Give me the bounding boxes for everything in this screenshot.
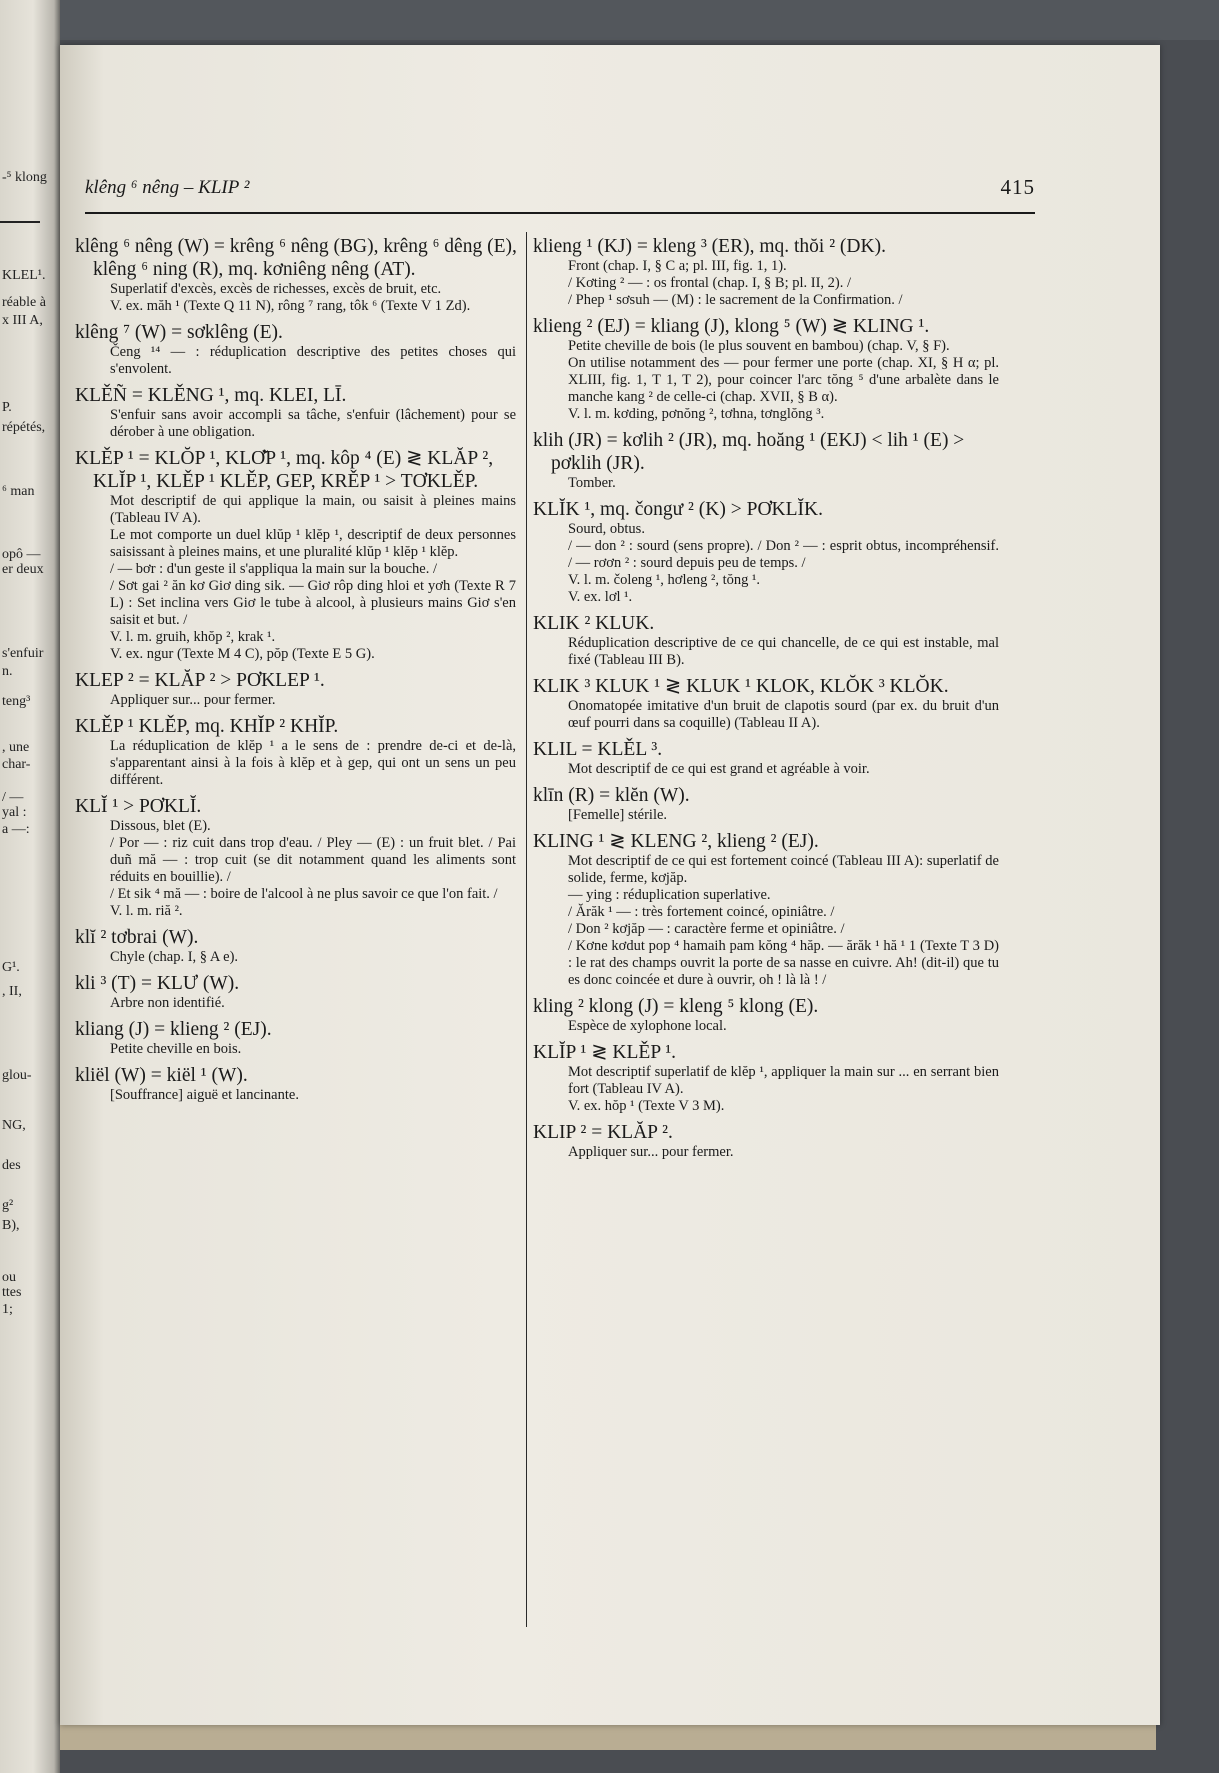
entry-headword: klêng ⁷ (W) = sơklêng (E). bbox=[75, 322, 283, 343]
left-page-fragment: des bbox=[2, 1158, 21, 1173]
left-page-fragment: 1; bbox=[2, 1302, 13, 1317]
entry-definition: Appliquer sur... pour fermer. bbox=[110, 692, 276, 708]
dictionary-entry bbox=[533, 830, 1003, 989]
left-page-fragment: teng³ bbox=[2, 694, 31, 709]
left-page-fragment: opô — bbox=[2, 547, 41, 562]
entry-headword: KLĚP ¹ = KLŎP ¹, KLƠ̆P ¹, mq. kôp ⁴ (E) ≷ KLĂP ², KLĬP ¹, KLĚP ¹ KLĚP, GEP, KRĚP ¹ > TƠKLĚP. bbox=[75, 448, 494, 492]
left-page-fragment: ttes bbox=[2, 1285, 22, 1300]
left-page-fragment: , une bbox=[2, 740, 30, 755]
entry-headword: kli ³ (T) = KLƯ (W). bbox=[75, 973, 240, 994]
dictionary-entry bbox=[533, 315, 1003, 423]
entry-definition: V. l. m. gruih, khŏp ², krak ¹. bbox=[110, 629, 276, 645]
entry-definition: Appliquer sur... pour fermer. bbox=[568, 1144, 734, 1160]
entry-definition: / Ărăk ¹ — : très fortement coincé, opiniâtre. / bbox=[568, 904, 835, 920]
entry-definition: On utilise notamment des — pour fermer une porte (chap. XI, § H α; pl. XLIII, fig. 1, T 1, T 2), pour coincer l'arc tŏng ⁵ d'une arbalète dans le manche kang ² de celle-ci (chap. XVII, § B α). bbox=[568, 355, 999, 405]
entry-definition: Mot descriptif de qui applique la main, ou saisit à pleines mains (Tableau IV A). bbox=[110, 493, 516, 526]
entry-definition: Chyle (chap. I, § A e). bbox=[110, 949, 239, 965]
entry-definition: [Femelle] stérile. bbox=[568, 807, 668, 823]
entry-headword: KLĬP ¹ ≷ KLĚP ¹. bbox=[533, 1042, 677, 1063]
entry-headword: klêng ⁶ nêng (W) = krêng ⁶ nêng (BG), krêng ⁶ dêng (E), klêng ⁶ ning (R), mq. kơniêng nêng (AT). bbox=[75, 236, 517, 280]
page-header bbox=[85, 165, 1035, 205]
entry-definition: Petite cheville en bois. bbox=[110, 1041, 242, 1057]
entry-headword: KLIK ³ KLUK ¹ ≷ KLUK ¹ KLOK, KLŎK ³ KLŎK. bbox=[533, 676, 949, 697]
entry-definition: Mot descriptif superlatif de klĕp ¹, appliquer la main sur ... en serrant bien fort (Tableau IV A). bbox=[568, 1064, 999, 1097]
dictionary-entry bbox=[533, 1121, 1003, 1161]
dictionary-entry bbox=[75, 321, 520, 378]
entry-definition: / — don ² : sourd (sens propre). / Don ² — : esprit obtus, incompréhensif. / — rơơn ² : sourd depuis peu de temps. / bbox=[568, 538, 999, 571]
entry-headword: klĭ ² tơbrai (W). bbox=[75, 927, 199, 948]
dictionary-entry bbox=[533, 429, 1003, 492]
entry-headword: klieng ¹ (KJ) = kleng ³ (ER), mq. thŏi ² (DK). bbox=[533, 236, 886, 257]
entry-definition: Mot descriptif de ce qui est fortement coincé (Tableau III A): superlatif de solide, ferme, kơjăp. bbox=[568, 853, 999, 886]
entry-definition: / Phep ¹ sơsuh — (M) : le sacrement de la Confirmation. / bbox=[568, 292, 903, 308]
entry-headword: KLĬK ¹, mq. čongư ² (K) > PƠKLĬK. bbox=[533, 499, 823, 520]
left-page-fragment: , II, bbox=[2, 984, 22, 999]
left-page-fragment: répétés, bbox=[2, 420, 46, 435]
entry-definition: — ying : réduplication superlative. bbox=[568, 887, 771, 903]
left-page-fragment: er deux bbox=[2, 562, 44, 577]
dictionary-entry bbox=[75, 926, 520, 966]
right-column bbox=[533, 235, 1003, 1167]
entry-definition: Čeng ¹⁴ — : réduplication descriptive des petites choses qui s'envolent. bbox=[110, 344, 516, 377]
entry-definition: Petite cheville de bois (le plus souvent en bambou) (chap. V, § F). bbox=[568, 338, 950, 354]
entry-definition: Arbre non identifié. bbox=[110, 995, 225, 1011]
dictionary-entry bbox=[75, 715, 520, 789]
entry-definition: Dissous, blet (E). bbox=[110, 818, 211, 834]
dictionary-entry bbox=[533, 675, 1003, 732]
left-page-fragment: a —: bbox=[2, 822, 30, 837]
left-page-fragment: ou bbox=[2, 1270, 16, 1285]
entry-headword: KLĚÑ = KLĚNG ¹, mq. KLEI, LĪ. bbox=[75, 385, 347, 406]
entry-headword: KLĚP ¹ KLĚP, mq. KHĬP ² KHĬP. bbox=[75, 716, 339, 737]
dictionary-entry bbox=[533, 784, 1003, 824]
left-page-edge bbox=[0, 0, 60, 1773]
dictionary-entry bbox=[75, 795, 520, 920]
entry-definition: / Don ² kơjăp — : caractère ferme et opiniâtre. / bbox=[568, 921, 845, 937]
entry-headword: kliang (J) = klieng ² (EJ). bbox=[75, 1019, 272, 1040]
running-title: klêng ⁶ nêng – KLIP ² bbox=[85, 177, 250, 198]
left-page-fragment: / — bbox=[2, 790, 24, 805]
dictionary-entry bbox=[75, 235, 520, 315]
left-page-fragment: g² bbox=[2, 1198, 14, 1213]
dictionary-entry bbox=[75, 1018, 520, 1058]
left-page-fragment: réable à bbox=[2, 295, 46, 310]
dictionary-entry bbox=[533, 612, 1003, 669]
entry-definition: V. ex. hŏp ¹ (Texte V 3 M). bbox=[568, 1098, 725, 1114]
left-column bbox=[75, 235, 520, 1110]
left-page-fragment: yal : bbox=[2, 805, 27, 820]
entry-definition: Onomatopée imitative d'un bruit de clapotis sourd (par ex. du bruit d'un œuf pourri dans sa coquille) (Tableau II A). bbox=[568, 698, 999, 731]
dictionary-entry bbox=[533, 995, 1003, 1035]
left-page-fragment: P. bbox=[2, 400, 12, 415]
entry-definition: V. l. m. čoleng ¹, hơleng ², tŏng ¹. bbox=[568, 572, 761, 588]
entry-definition: S'enfuir sans avoir accompli sa tâche, s'enfuir (lâchement) pour se dérober à une obligation. bbox=[110, 407, 516, 440]
desk-background bbox=[0, 0, 1219, 40]
entry-definition: Front (chap. I, § C a; pl. III, fig. 1, 1). bbox=[568, 258, 787, 274]
left-page-fragment: NG, bbox=[2, 1118, 26, 1133]
left-page-fragment: n. bbox=[2, 664, 13, 679]
entry-definition: V. ex. lơl ¹. bbox=[568, 589, 633, 605]
entry-definition: [Souffrance] aiguë et lancinante. bbox=[110, 1087, 299, 1103]
dictionary-entry bbox=[75, 384, 520, 441]
entry-headword: kliël (W) = kiël ¹ (W). bbox=[75, 1065, 248, 1086]
dictionary-entry bbox=[75, 669, 520, 709]
left-page-fragment: B), bbox=[2, 1218, 20, 1233]
dictionary-entry bbox=[533, 1041, 1003, 1115]
entry-definition: V. l. m. riă ². bbox=[110, 903, 183, 919]
dictionary-entry bbox=[75, 972, 520, 1012]
entry-headword: klih (JR) = kơlih ² (JR), mq. hoăng ¹ (EKJ) < lih ¹ (E) > pơklih (JR). bbox=[533, 430, 965, 474]
entry-definition: Sourd, obtus. bbox=[568, 521, 645, 537]
entry-definition: / Kơting ² — : os frontal (chap. I, § B; pl. II, 2). / bbox=[568, 275, 852, 291]
entry-definition: / — bơr : d'un geste il s'appliqua la main sur la bouche. / bbox=[110, 561, 437, 577]
dictionary-entry bbox=[533, 498, 1003, 606]
entry-definition: V. ex. măh ¹ (Texte Q 11 N), rông ⁷ rang, tôk ⁶ (Texte V 1 Zd). bbox=[110, 298, 471, 314]
dictionary-entry bbox=[533, 738, 1003, 778]
entry-definition: Superlatif d'excès, excès de richesses, excès de bruit, etc. bbox=[110, 281, 442, 297]
entry-headword: klīn (R) = klĕn (W). bbox=[533, 785, 690, 806]
dictionary-entry bbox=[533, 235, 1003, 309]
left-page-fragment: s'enfuir bbox=[2, 646, 44, 661]
entry-headword: KLEP ² = KLĂP ² > PƠKLEP ¹. bbox=[75, 670, 325, 691]
entry-definition: Réduplication descriptive de ce qui chancelle, de ce qui est instable, mal fixé (Tableau III B). bbox=[568, 635, 999, 668]
left-page-rule bbox=[0, 221, 40, 223]
left-page-fragment: glou- bbox=[2, 1068, 32, 1083]
left-page-fragment: x III A, bbox=[2, 313, 43, 328]
entry-definition: V. ex. ngur (Texte M 4 C), pŏp (Texte E 5 G). bbox=[110, 646, 375, 662]
entry-definition: Le mot comporte un duel klŭp ¹ klĕp ¹, descriptif de deux personnes saisissant à pleines mains, et une pluralité klŭp ¹ klĕp ¹ klĕp. bbox=[110, 527, 516, 560]
left-page-fragment: KLEL¹. bbox=[2, 268, 46, 283]
page-number: 415 bbox=[1000, 175, 1035, 199]
entry-headword: KLĬ ¹ > PƠKLĬ. bbox=[75, 796, 202, 817]
entry-headword: kling ² klong (J) = kleng ⁵ klong (E). bbox=[533, 996, 819, 1017]
entry-headword: KLIK ² KLUK. bbox=[533, 613, 655, 634]
entry-headword: KLING ¹ ≷ KLENG ², klieng ² (EJ). bbox=[533, 831, 819, 852]
entry-definition: V. l. m. kơding, pơnŏng ², tơhna, tơnglŏng ³. bbox=[568, 406, 825, 422]
column-divider bbox=[526, 232, 527, 1627]
entry-definition: Espèce de xylophone local. bbox=[568, 1018, 727, 1034]
entry-definition: / Por — : riz cuit dans trop d'eau. / Pley — (E) : un fruit blet. / Pai duñ mă — : trop cuit (se dit notamment quand les aliments sont réduits en bouillie). / bbox=[110, 835, 516, 885]
entry-headword: KLIP ² = KLĂP ². bbox=[533, 1122, 673, 1143]
left-page-fragment: ⁶ man bbox=[2, 484, 35, 499]
dictionary-entry bbox=[75, 1064, 520, 1104]
entry-definition: / Kơne kơdut pop ⁴ hamaih pam kŏng ⁴ hăp. — ărăk ¹ hă ¹ 1 (Texte T 3 D) : le rat des champs ouvrit la porte de sa nasse en cuivre. Ah! (dit-il) que tu es donc coincée et dure à ouvrir, oh ! là là ! / bbox=[568, 938, 999, 988]
entry-headword: klieng ² (EJ) = kliang (J), klong ⁵ (W) ≷ KLING ¹. bbox=[533, 316, 930, 337]
entry-definition: / Et sik ⁴ mă — : boire de l'alcool à ne plus savoir ce que l'on fait. / bbox=[110, 886, 498, 902]
left-page-fragment: G¹. bbox=[2, 960, 20, 975]
entry-definition: Tomber. bbox=[568, 475, 616, 491]
left-page-fragment: char- bbox=[2, 757, 31, 772]
dictionary-entry bbox=[75, 447, 520, 663]
entry-definition: / Sơt gai ² ăn kơ Giơ ding sik. — Giơ rôp ding hloi et yơh (Texte R 7 L) : Set inclina vers Giơ le tube à alcool, à plusieurs mains Giơ s'en saisit et but. / bbox=[110, 578, 516, 628]
header-rule bbox=[85, 212, 1035, 214]
entry-definition: Mot descriptif de ce qui est grand et agréable à voir. bbox=[568, 761, 870, 777]
left-page-fragment: ‑⁵ klong bbox=[2, 170, 47, 185]
entry-definition: La réduplication de klĕp ¹ a le sens de : prendre de-ci et de-là, s'apparentant ainsi à la fois à klĕp et à gep, qui ont un sens un peu différent. bbox=[110, 738, 516, 788]
entry-headword: KLIL = KLĚL ³. bbox=[533, 739, 663, 760]
